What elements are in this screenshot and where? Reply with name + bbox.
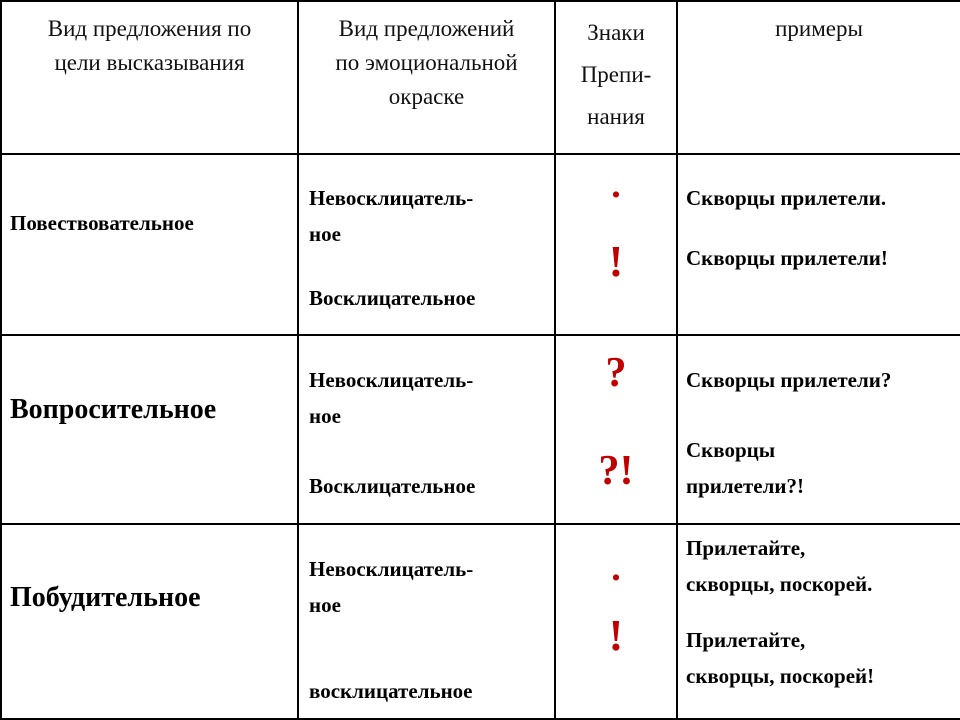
- row2-emotion: [309, 362, 554, 504]
- row2-example-1: Скворцы прилетели?: [686, 368, 892, 392]
- header-marks-line-1: Знаки: [587, 20, 645, 45]
- row2-emotion-line-2: ное: [309, 404, 341, 428]
- row1-type: Повествовательное: [10, 211, 194, 235]
- row3-mark-exclamation: !: [608, 611, 624, 660]
- header-cell-examples: [678, 12, 960, 46]
- row1-example-2: Скворцы прилетели!: [686, 246, 888, 270]
- row3-example-2-line-1: Прилетайте,: [686, 628, 806, 652]
- row1-emotion-line-2: ное: [309, 222, 341, 246]
- header-marks-line-2: Препи-: [580, 62, 652, 87]
- header-cell-emotion: [299, 12, 554, 114]
- row2-emotion-line-1: Невосклицатель-: [309, 368, 474, 392]
- table-border-top: [0, 0, 960, 2]
- row1-emotion-line-3: Восклицательное: [309, 286, 476, 310]
- header-emotion-line-1: Вид предложений: [338, 16, 515, 41]
- row3-example-1-line-1: Прилетайте,: [686, 536, 806, 560]
- header-cell-purpose: [2, 12, 297, 80]
- row1-emotion-line-1: Невосклицатель-: [309, 186, 474, 210]
- row3-example-1-line-2: скворцы, поскорей.: [686, 572, 873, 596]
- row2-example-2-line-2: прилетели?!: [686, 474, 804, 498]
- row3-mark-period: .: [611, 547, 621, 589]
- row3-emotion-line-1: Невосклицатель-: [309, 557, 474, 581]
- row2-example-2-line-1: Скворцы: [686, 438, 776, 462]
- row2-mark-question: ?: [605, 350, 627, 396]
- header-purpose-line-2: цели высказывания: [54, 50, 245, 75]
- row2-mark-question-exclamation: ?!: [598, 448, 634, 494]
- header-emotion-line-3: окраске: [388, 84, 465, 109]
- row-divider-2: [0, 523, 960, 525]
- row2-type: Вопросительное: [10, 394, 217, 425]
- header-marks-line-3: нания: [587, 104, 645, 129]
- row1-example-1: Скворцы прилетели.: [686, 186, 887, 210]
- header-examples-label: примеры: [775, 16, 863, 41]
- row1-emotion: [309, 180, 554, 316]
- row3-emotion-line-2: ное: [309, 593, 341, 617]
- row3-type: Побудительное: [10, 582, 201, 613]
- row2-emotion-line-3: Восклицательное: [309, 474, 476, 498]
- row3-example-2-line-2: скворцы, поскорей!: [686, 664, 875, 688]
- row1-mark-period: .: [611, 164, 621, 206]
- row3-emotion-line-3: восклицательное: [309, 679, 473, 703]
- header-emotion-line-2: по эмоциональной: [335, 50, 518, 75]
- row1-examples: [686, 180, 958, 276]
- column-divider-3: [676, 0, 678, 720]
- row3-emotion: [309, 551, 554, 709]
- header-cell-marks: [556, 12, 676, 138]
- table-border-left: [0, 0, 2, 720]
- header-purpose-line-1: Вид предложения по: [47, 16, 252, 41]
- row2-examples: [686, 362, 958, 504]
- header-divider: [0, 153, 960, 155]
- row1-mark-exclamation: !: [608, 237, 624, 286]
- row3-examples: [686, 530, 958, 694]
- row-divider-1: [0, 334, 960, 336]
